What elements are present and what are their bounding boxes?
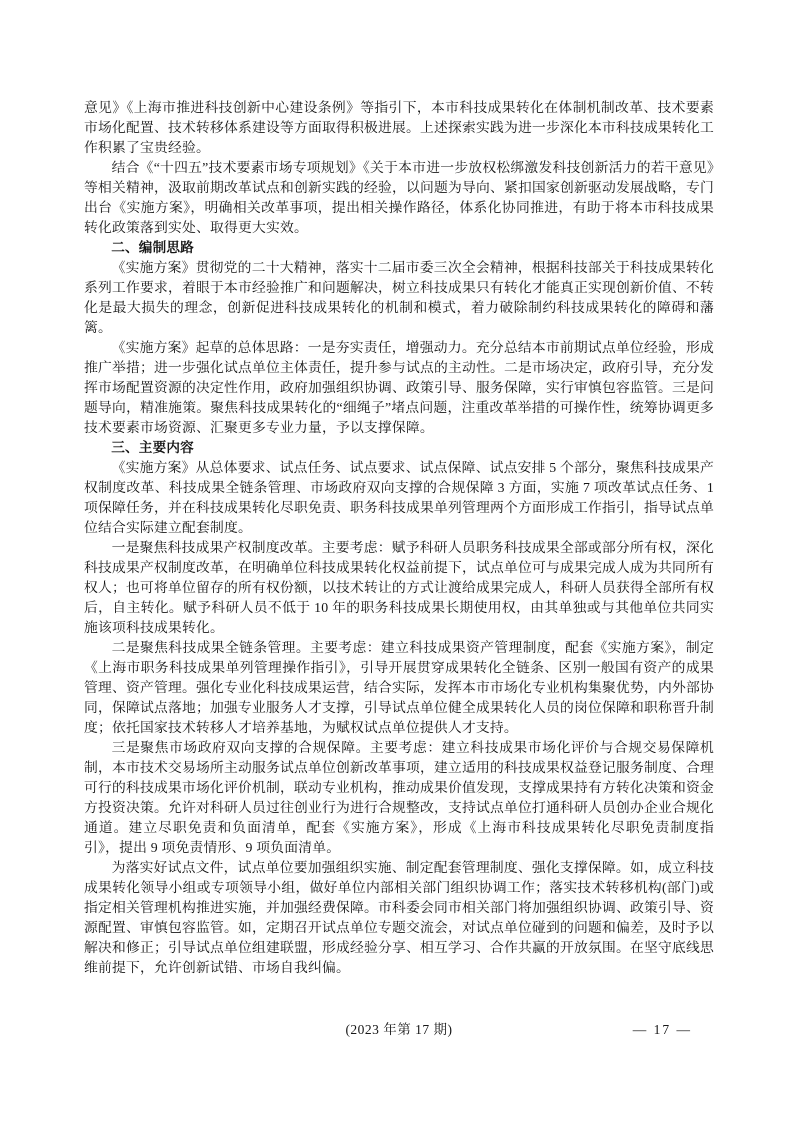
page-footer <box>84 1020 714 1040</box>
paragraph: 一是聚焦科技成果产权制度改革。主要考虑：赋予科研人员职务科技成果全部或部分所有权，深化科技成果产权制度改革，在明确单位科技成果转化权益前提下，试点单位可与成果完成人成为共同所有权人；也可将单位留存的所有权份额，以技术转让的方式让渡给成果完成人，科研人员获得全部所有权后，自主转化。赋予科研人员不低于 10 年的职务科技成果长期使用权，由其单独或与其他单位共同实施该项科技成果转化。 <box>84 540 714 635</box>
issue-label: (2023 年第 17 期) <box>345 1022 453 1037</box>
paragraph: 《实施方案》从总体要求、试点任务、试点要求、试点保障、试点安排 5 个部分，聚焦科技成果产权制度改革、科技成果全链条管理、市场政府双向支撑的合规保障 3 方面，实施 7 项改革试点任务、1 项保障任务，并在科技成果转化尽职免责、职务科技成果单列管理两个方面形成工作指引，指导试点单位结合实际建立配套制度。 <box>84 460 714 535</box>
paragraph: 《实施方案》起草的总体思路：一是夯实责任，增强动力。充分总结本市前期试点单位经验，形成推广举措；进一步强化试点单位主体责任，提升参与试点的主动性。二是市场决定，政府引导，充分发挥市场配置资源的决定性作用，政府加强组织协调、政策引导、服务保障，实行审慎包容监管。三是问题导向，精准施策。聚焦科技成果转化的“细绳子”堵点问题，注重改革举措的可操作性，统筹协调更多技术要素市场资源、汇聚更多专业力量，予以支撑保障。 <box>84 340 714 435</box>
article-body <box>84 98 714 978</box>
section-heading: 三、主要内容 <box>111 440 194 455</box>
section-heading: 二、编制思路 <box>111 240 194 255</box>
paragraph: 二是聚焦科技成果全链条管理。主要考虑：建立科技成果资产管理制度，配套《实施方案》，制定《上海市职务科技成果单列管理操作指引》，引导开展贯穿成果转化全链条、区别一般国有资产的成果管理、资产管理。强化专业化科技成果运营，结合实际，发挥本市市场化专业机构集聚优势，内外部协同，保障试点落地；加强专业服务人才支撑，引导试点单位健全成果转化人员的岗位保障和职称晋升制度；依托国家技术转移人才培养基地，为赋权试点单位提供人才支持。 <box>84 640 714 735</box>
paragraph: 为落实好试点文件，试点单位要加强组织实施、制定配套管理制度、强化支撑保障。如，成立科技成果转化领导小组或专项领导小组，做好单位内部相关部门组织协调工作；落实技术转移机构(部门)或指定相关管理机构推进实施，并加强经费保障。市科委会同市相关部门将加强组织协调、政策引导、资源配置、审慎包容监管。如，定期召开试点单位专题交流会，对试点单位碰到的问题和偏差，及时予以解决和修正；引导试点单位组建联盟，形成经验分享、相互学习、合作共赢的开放氛围。在坚守底线思维前提下，允许创新试错、市场自我纠偏。 <box>84 860 714 975</box>
paragraph: 《实施方案》贯彻党的二十大精神，落实十二届市委三次全会精神，根据科技部关于科技成果转化系列工作要求，着眼于本市经验推广和问题解决，树立科技成果只有转化才能真正实现创新价值、不转化是最大损失的理念，创新促进科技成果转化的机制和模式，着力破除制约科技成果转化的障碍和藩篱。 <box>84 260 714 335</box>
paragraph: 结合《“十四五”技术要素市场专项规划》《关于本市进一步放权松绑激发科技创新活力的若干意见》等相关精神，汲取前期改革试点和创新实践的经验，以问题为导向、紧扣国家创新驱动发展战略，专门出台《实施方案》，明确相关改革事项，提出相关操作路径，体系化协同推进，有助于将本市科技成果转化政策落到实处、取得更大实效。 <box>84 160 714 235</box>
page-number: — 17 — <box>632 1022 692 1037</box>
paragraph: 三是聚焦市场政府双向支撑的合规保障。主要考虑：建立科技成果市场化评价与合规交易保障机制，本市技术交易场所主动服务试点单位创新改革事项，建立适用的科技成果权益登记服务制度、合理可行的科技成果市场化评价机制，联动专业机构，推动成果价值发现，支撑成果持有方转化决策和资金方投资决策。允许对科研人员过往创业行为进行合规整改，支持试点单位打通科研人员创办企业合规化通道。建立尽职免责和负面清单，配套《实施方案》，形成《上海市科技成果转化尽职免责制度指引》，提出 9 项免责情形、9 项负面清单。 <box>84 740 714 855</box>
paragraph: 意见》《上海市推进科技创新中心建设条例》等指引下，本市科技成果转化在体制机制改革、技术要素市场化配置、技术转移体系建设等方面取得积极进展。上述探索实践为进一步深化本市科技成果转化工作积累了宝贵经验。 <box>84 100 714 155</box>
